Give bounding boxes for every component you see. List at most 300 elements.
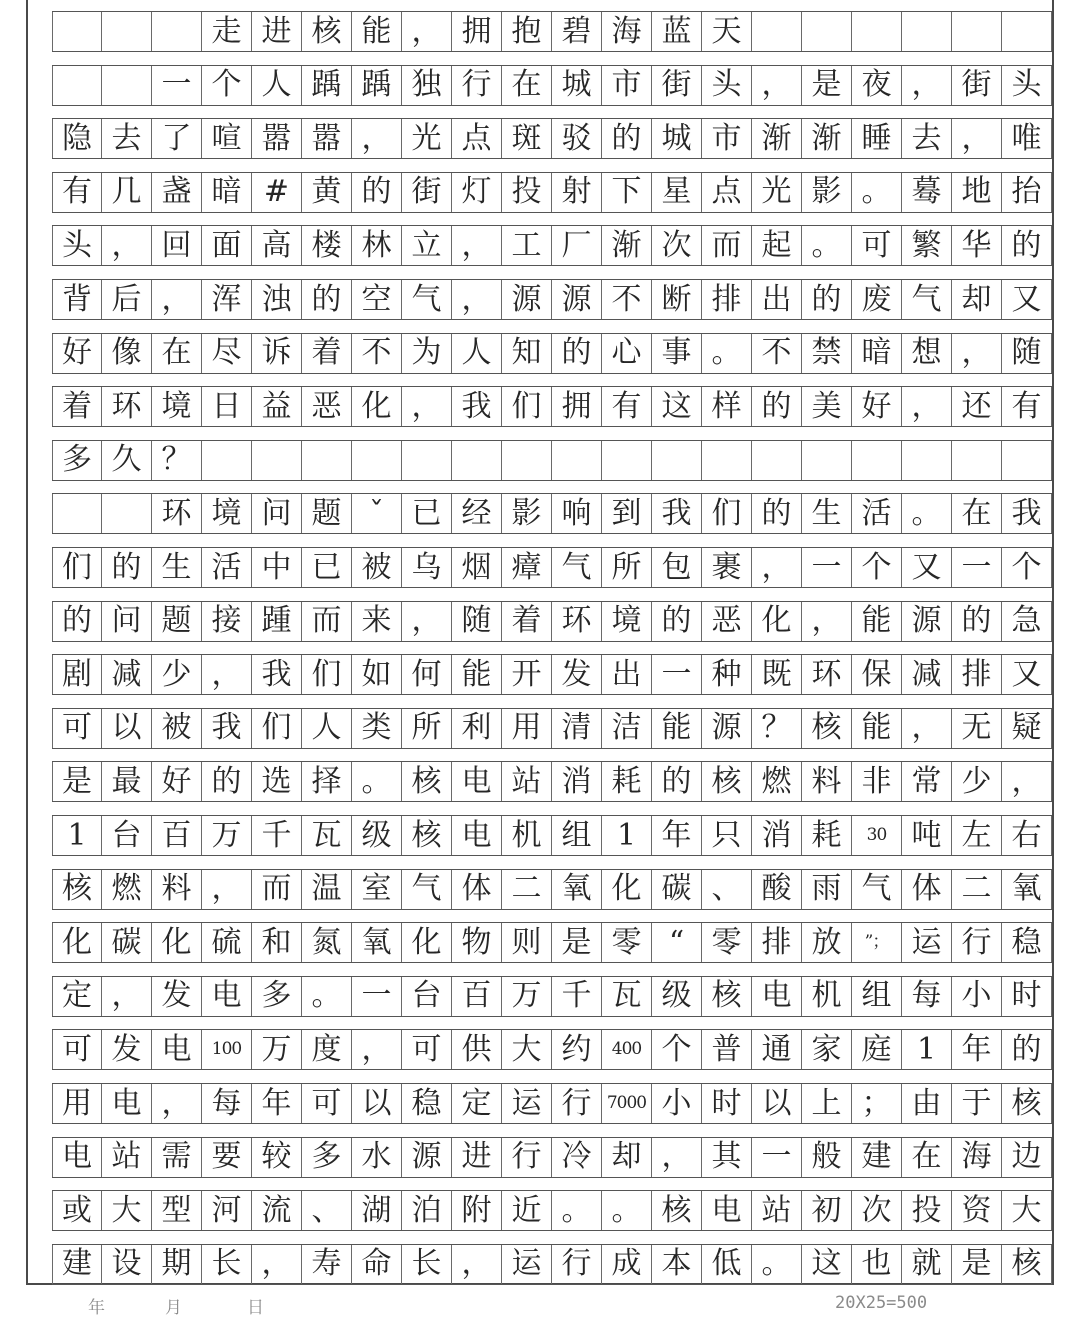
grid-cell: 点 xyxy=(702,173,752,212)
grid-cell: 初 xyxy=(802,1191,852,1230)
grid-cell: 。 xyxy=(802,226,852,265)
grid-cell: 的 xyxy=(652,602,702,641)
grid-cell: 市 xyxy=(702,119,752,158)
grid-cell: 少 xyxy=(152,655,202,694)
grid-cell: 。 xyxy=(552,1191,602,1230)
footer-month-label: 月 xyxy=(165,1298,182,1318)
grid-cell: 发 xyxy=(152,977,202,1016)
grid-cell: 长 xyxy=(202,1245,252,1284)
grid-cell: 城 xyxy=(552,66,602,105)
grid-cell: 厂 xyxy=(552,226,602,265)
grid-cell: 的 xyxy=(102,548,152,587)
grid-cell: 着 xyxy=(502,602,552,641)
grid-cell: 是 xyxy=(552,923,602,962)
grid-cell: 既 xyxy=(752,655,802,694)
grid-cell: 急 xyxy=(1002,602,1052,641)
grid-cell: 随 xyxy=(1002,334,1052,373)
grid-cell: 择 xyxy=(302,762,352,801)
grid-cell xyxy=(952,12,1002,51)
grid-cell: 站 xyxy=(102,1138,152,1177)
grid-cell: 而 xyxy=(702,226,752,265)
grid-cell: 的 xyxy=(202,762,252,801)
grid-cell: 射 xyxy=(552,173,602,212)
grid-cell: 活 xyxy=(202,548,252,587)
grid-cell: 能 xyxy=(852,709,902,748)
grid-cell: 气 xyxy=(852,870,902,909)
grid-cell: 料 xyxy=(152,870,202,909)
grid-cell: 瓦 xyxy=(302,816,352,855)
grid-cell: 核 xyxy=(802,709,852,748)
grid-cell: 烟 xyxy=(452,548,502,587)
grid-cell: 核 xyxy=(52,870,102,909)
grid-cell: 想 xyxy=(902,334,952,373)
grid-cell: 起 xyxy=(752,226,802,265)
grid-cell: 我 xyxy=(1002,494,1052,533)
grid-cell xyxy=(902,12,952,51)
grid-cell: 普 xyxy=(702,1030,752,1069)
grid-cell: 们 xyxy=(502,387,552,426)
grid-row xyxy=(52,869,1052,910)
grid-cell: 核 xyxy=(302,12,352,51)
grid-cell: 体 xyxy=(902,870,952,909)
grid-cell: 于 xyxy=(952,1084,1002,1123)
grid-cell: 了 xyxy=(152,119,202,158)
grid-cell: 常 xyxy=(902,762,952,801)
grid-cell: 的 xyxy=(302,280,352,319)
grid-cell: 美 xyxy=(802,387,852,426)
grid-cell: 酸 xyxy=(752,870,802,909)
grid-cell: 恶 xyxy=(302,387,352,426)
grid-cell: 工 xyxy=(502,226,552,265)
grid-cell: 瓦 xyxy=(602,977,652,1016)
grid-cell: 源 xyxy=(552,280,602,319)
grid-cell: 疑 xyxy=(1002,709,1052,748)
grid-cell xyxy=(1002,12,1052,51)
grid-cell: 低 xyxy=(702,1245,752,1284)
grid-cell: 华 xyxy=(952,226,1002,265)
grid-cell: 上 xyxy=(802,1084,852,1123)
grid-cell: 可 xyxy=(852,226,902,265)
grid-cell: 右 xyxy=(1002,816,1052,855)
grid-cell: ， xyxy=(652,1138,702,1177)
grid-cell: 能 xyxy=(352,12,402,51)
grid-cell: 次 xyxy=(652,226,702,265)
grid-cell: ， xyxy=(952,334,1002,373)
grid-cell: 排 xyxy=(752,923,802,962)
grid-row xyxy=(52,1137,1052,1178)
grid-cell: 浑 xyxy=(202,280,252,319)
grid-row xyxy=(52,225,1052,266)
grid-cell: 每 xyxy=(202,1084,252,1123)
grid-cell: 蓦 xyxy=(902,173,952,212)
grid-cell: 不 xyxy=(752,334,802,373)
grid-cell: 耗 xyxy=(802,816,852,855)
grid-cell: 经 xyxy=(452,494,502,533)
grid-cell: 核 xyxy=(652,1191,702,1230)
grid-cell xyxy=(902,441,952,480)
grid-cell: 组 xyxy=(852,977,902,1016)
grid-cell: 核 xyxy=(702,977,752,1016)
grid-cell: 一 xyxy=(952,548,1002,587)
grid-cell: 无 xyxy=(952,709,1002,748)
grid-cell: 二 xyxy=(502,870,552,909)
grid-cell: 电 xyxy=(452,762,502,801)
grid-cell: 个 xyxy=(852,548,902,587)
grid-cell: 100 xyxy=(202,1030,252,1069)
grid-cell: 独 xyxy=(402,66,452,105)
grid-cell: 化 xyxy=(602,870,652,909)
grid-cell: 物 xyxy=(452,923,502,962)
grid-cell: 影 xyxy=(802,173,852,212)
grid-cell: 境 xyxy=(602,602,652,641)
grid-cell: 空 xyxy=(352,280,402,319)
grid-cell: 知 xyxy=(502,334,552,373)
grid-cell: 成 xyxy=(602,1245,652,1284)
grid-cell: 。 xyxy=(602,1191,652,1230)
grid-cell: 行 xyxy=(552,1084,602,1123)
grid-cell: 1 xyxy=(52,816,102,855)
grid-cell: 万 xyxy=(202,816,252,855)
grid-cell: ， xyxy=(202,655,252,694)
grid-cell: 电 xyxy=(752,977,802,1016)
grid-cell: 在 xyxy=(952,494,1002,533)
grid-cell: 多 xyxy=(252,977,302,1016)
grid-cell: 零 xyxy=(702,923,752,962)
grid-cell: 年 xyxy=(652,816,702,855)
grid-cell: 来 xyxy=(352,602,402,641)
grid-cell: 台 xyxy=(102,816,152,855)
grid-cell: 站 xyxy=(502,762,552,801)
grid-row xyxy=(52,601,1052,642)
grid-cell: 建 xyxy=(52,1245,102,1284)
grid-cell: 排 xyxy=(702,280,752,319)
grid-cell: 以 xyxy=(752,1084,802,1123)
grid-cell: 去 xyxy=(102,119,152,158)
grid-cell: ”； xyxy=(852,923,902,962)
grid-cell: 环 xyxy=(552,602,602,641)
grid-cell: 城 xyxy=(652,119,702,158)
grid-row xyxy=(52,976,1052,1017)
grid-cell: 减 xyxy=(102,655,152,694)
grid-row xyxy=(52,1083,1052,1124)
grid-cell: 能 xyxy=(452,655,502,694)
grid-row xyxy=(52,333,1052,374)
grid-cell: 们 xyxy=(52,548,102,587)
grid-cell xyxy=(52,494,102,533)
grid-cell: 化 xyxy=(752,602,802,641)
grid-cell: 电 xyxy=(702,1191,752,1230)
grid-cell: 被 xyxy=(352,548,402,587)
grid-cell: 的 xyxy=(802,280,852,319)
grid-cell: 接 xyxy=(202,602,252,641)
grid-cell: 的 xyxy=(652,762,702,801)
grid-cell: 化 xyxy=(352,387,402,426)
grid-cell: 气 xyxy=(402,870,452,909)
grid-cell xyxy=(252,441,302,480)
grid-cell: 由 xyxy=(902,1084,952,1123)
grid-cell: 的 xyxy=(952,602,1002,641)
grid-cell: 非 xyxy=(852,762,902,801)
grid-row xyxy=(52,708,1052,749)
grid-cell: 一 xyxy=(752,1138,802,1177)
grid-cell: ？ xyxy=(152,441,202,480)
grid-cell: 每 xyxy=(902,977,952,1016)
grid-cell: 暗 xyxy=(852,334,902,373)
grid-cell: 组 xyxy=(552,816,602,855)
grid-cell: 街 xyxy=(402,173,452,212)
grid-cell: 一 xyxy=(352,977,402,1016)
grid-cell: 盏 xyxy=(152,173,202,212)
grid-cell: 好 xyxy=(52,334,102,373)
grid-cell xyxy=(552,441,602,480)
grid-cell: 所 xyxy=(402,709,452,748)
grid-cell: 包 xyxy=(652,548,702,587)
manuscript-grid xyxy=(52,0,1052,1285)
grid-cell: 消 xyxy=(752,816,802,855)
grid-cell: 暗 xyxy=(202,173,252,212)
grid-cell: 少 xyxy=(952,762,1002,801)
grid-cell: 电 xyxy=(452,816,502,855)
grid-cell: 400 xyxy=(602,1030,652,1069)
grid-cell: 市 xyxy=(602,66,652,105)
grid-cell: 心 xyxy=(602,334,652,373)
grid-cell: 。 xyxy=(702,334,752,373)
grid-cell: 楼 xyxy=(302,226,352,265)
grid-cell: 星 xyxy=(652,173,702,212)
grid-cell: 定 xyxy=(452,1084,502,1123)
grid-cell: 去 xyxy=(902,119,952,158)
grid-cell: 后 xyxy=(102,280,152,319)
grid-cell: 人 xyxy=(452,334,502,373)
grid-cell: 喧 xyxy=(202,119,252,158)
grid-cell: 流 xyxy=(252,1191,302,1230)
grid-cell: 碳 xyxy=(652,870,702,909)
grid-cell: “ xyxy=(652,923,702,962)
grid-cell: ？ xyxy=(752,709,802,748)
grid-cell: 瘴 xyxy=(502,548,552,587)
grid-cell: 机 xyxy=(502,816,552,855)
grid-cell: 在 xyxy=(902,1138,952,1177)
grid-cell: 源 xyxy=(402,1138,452,1177)
grid-cell: 人 xyxy=(252,66,302,105)
grid-cell: 利 xyxy=(452,709,502,748)
grid-cell: 的 xyxy=(752,494,802,533)
grid-cell: ， xyxy=(1002,762,1052,801)
grid-cell: 建 xyxy=(852,1138,902,1177)
grid-cell: 像 xyxy=(102,334,152,373)
grid-cell: ； xyxy=(852,1084,902,1123)
grid-cell: 河 xyxy=(202,1191,252,1230)
grid-cell: 供 xyxy=(452,1030,502,1069)
grid-cell: 题 xyxy=(152,602,202,641)
grid-cell: 所 xyxy=(602,548,652,587)
grid-cell: 如 xyxy=(352,655,402,694)
grid-cell: 头 xyxy=(1002,66,1052,105)
grid-cell: 们 xyxy=(302,655,352,694)
grid-cell: 约 xyxy=(552,1030,602,1069)
grid-cell: 家 xyxy=(802,1030,852,1069)
grid-cell: 电 xyxy=(102,1084,152,1123)
grid-cell: ， xyxy=(752,66,802,105)
grid-cell xyxy=(152,12,202,51)
grid-cell: 高 xyxy=(252,226,302,265)
grid-cell: 进 xyxy=(452,1138,502,1177)
grid-cell: 、 xyxy=(302,1191,352,1230)
grid-cell: 好 xyxy=(852,387,902,426)
grid-cell: 稳 xyxy=(1002,923,1052,962)
grid-cell: 级 xyxy=(652,977,702,1016)
grid-cell: 的 xyxy=(602,119,652,158)
grid-cell: 大 xyxy=(1002,1191,1052,1230)
grid-cell: 可 xyxy=(52,709,102,748)
grid-cell: 左 xyxy=(952,816,1002,855)
grid-cell: 百 xyxy=(452,977,502,1016)
grid-cell: 长 xyxy=(402,1245,452,1284)
grid-cell: 行 xyxy=(452,66,502,105)
grid-cell: 零 xyxy=(602,923,652,962)
grid-row xyxy=(52,761,1052,802)
grid-cell: ， xyxy=(102,977,152,1016)
grid-cell: 不 xyxy=(352,334,402,373)
grid-cell: ， xyxy=(152,1084,202,1123)
grid-cell: ， xyxy=(452,280,502,319)
grid-cell: 被 xyxy=(152,709,202,748)
grid-cell: 久 xyxy=(102,441,152,480)
grid-cell: 室 xyxy=(352,870,402,909)
grid-row xyxy=(52,11,1052,52)
grid-cell: 开 xyxy=(502,655,552,694)
grid-cell xyxy=(702,441,752,480)
grid-cell: 运 xyxy=(502,1245,552,1284)
grid-cell: 1 xyxy=(902,1030,952,1069)
grid-cell: ， xyxy=(452,226,502,265)
grid-cell: 洁 xyxy=(602,709,652,748)
grid-cell: 核 xyxy=(1002,1245,1052,1284)
grid-cell: 小 xyxy=(652,1084,702,1123)
grid-cell: 又 xyxy=(1002,280,1052,319)
grid-cell: ， xyxy=(352,119,402,158)
grid-cell xyxy=(402,441,452,480)
grid-cell: ， xyxy=(152,280,202,319)
grid-cell: 一 xyxy=(802,548,852,587)
grid-cell xyxy=(202,441,252,480)
grid-cell: 我 xyxy=(252,655,302,694)
grid-cell xyxy=(302,441,352,480)
grid-cell: 随 xyxy=(452,602,502,641)
grid-cell: 为 xyxy=(402,334,452,373)
grid-cell xyxy=(852,441,902,480)
grid-cell: 时 xyxy=(1002,977,1052,1016)
grid-cell: 益 xyxy=(252,387,302,426)
grid-cell: 发 xyxy=(102,1030,152,1069)
grid-cell: ， xyxy=(402,12,452,51)
grid-cell: 出 xyxy=(752,280,802,319)
grid-cell: 海 xyxy=(602,12,652,51)
grid-cell: 裹 xyxy=(702,548,752,587)
grid-cell: ， xyxy=(902,66,952,105)
grid-cell: 多 xyxy=(302,1138,352,1177)
grid-cell: 乌 xyxy=(402,548,452,587)
grid-cell: 度 xyxy=(302,1030,352,1069)
grid-cell: 嚣 xyxy=(252,119,302,158)
grid-cell: ， xyxy=(402,602,452,641)
grid-cell: 化 xyxy=(152,923,202,962)
grid-cell: 着 xyxy=(302,334,352,373)
grid-cell: 隐 xyxy=(52,119,102,158)
grid-cell: 踽 xyxy=(302,66,352,105)
grid-cell: 这 xyxy=(802,1245,852,1284)
grid-cell: 万 xyxy=(252,1030,302,1069)
grid-cell: ， xyxy=(352,1030,402,1069)
grid-row xyxy=(52,118,1052,159)
grid-cell: 是 xyxy=(52,762,102,801)
grid-cell: 个 xyxy=(1002,548,1052,587)
grid-cell: 燃 xyxy=(102,870,152,909)
grid-cell xyxy=(602,441,652,480)
grid-cell: 湖 xyxy=(352,1191,402,1230)
grid-cell: 中 xyxy=(252,548,302,587)
grid-cell: 。 xyxy=(352,762,402,801)
grid-cell: 何 xyxy=(402,655,452,694)
grid-cell: 诉 xyxy=(252,334,302,373)
grid-cell: 剧 xyxy=(52,655,102,694)
grid-cell: 的 xyxy=(552,334,602,373)
grid-cell xyxy=(802,12,852,51)
grid-cell: 近 xyxy=(502,1191,552,1230)
grid-cell: 可 xyxy=(302,1084,352,1123)
grid-cell: 的 xyxy=(52,602,102,641)
grid-cell: 在 xyxy=(502,66,552,105)
grid-cell: 到 xyxy=(602,494,652,533)
grid-cell: 出 xyxy=(602,655,652,694)
grid-cell: 抬 xyxy=(1002,173,1052,212)
grid-cell: 可 xyxy=(402,1030,452,1069)
grid-cell: 影 xyxy=(502,494,552,533)
grid-cell: 氧 xyxy=(552,870,602,909)
grid-row xyxy=(52,440,1052,481)
grid-cell: 运 xyxy=(502,1084,552,1123)
grid-cell: ， xyxy=(902,387,952,426)
grid-cell: 却 xyxy=(602,1138,652,1177)
grid-cell: 投 xyxy=(902,1191,952,1230)
grid-cell: 站 xyxy=(752,1191,802,1230)
grid-cell: 却 xyxy=(952,280,1002,319)
grid-cell: 黄 xyxy=(302,173,352,212)
grid-cell: 可 xyxy=(52,1030,102,1069)
grid-cell: 禁 xyxy=(802,334,852,373)
grid-cell: 面 xyxy=(202,226,252,265)
grid-cell: 又 xyxy=(902,548,952,587)
grid-cell: 投 xyxy=(502,173,552,212)
grid-cell xyxy=(102,12,152,51)
grid-cell: 硫 xyxy=(202,923,252,962)
grid-cell xyxy=(1002,441,1052,480)
grid-cell: 生 xyxy=(152,548,202,587)
grid-cell: 有 xyxy=(602,387,652,426)
grid-cell: 气 xyxy=(552,548,602,587)
grid-cell: 吨 xyxy=(902,816,952,855)
grid-cell: 电 xyxy=(152,1030,202,1069)
grid-cell: ， xyxy=(952,119,1002,158)
grid-cell: 雨 xyxy=(802,870,852,909)
grid-cell: 小 xyxy=(952,977,1002,1016)
grid-cell xyxy=(102,494,152,533)
grid-cell: 次 xyxy=(852,1191,902,1230)
grid-cell: 是 xyxy=(952,1245,1002,1284)
grid-cell: 碳 xyxy=(102,923,152,962)
grid-cell: 睡 xyxy=(852,119,902,158)
grid-cell: 核 xyxy=(402,816,452,855)
